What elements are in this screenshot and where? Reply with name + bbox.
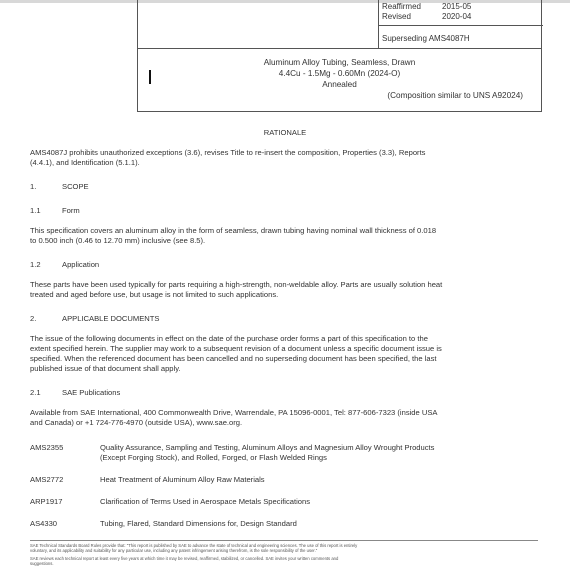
section-number: 1.2 xyxy=(30,260,41,269)
section-1-1-line-1: This specification covers an aluminum alloy in the form of seamless, drawn tubing having nominal wall thickness of 0.018 xyxy=(30,226,437,235)
reaffirmed-label: Reaffirmed xyxy=(382,2,421,11)
reference-code: ARP1917 xyxy=(30,497,63,506)
reference-code: AMS2772 xyxy=(30,475,64,484)
header-separator xyxy=(378,25,543,26)
reaffirmed-value: 2015-05 xyxy=(442,2,472,11)
revised-row xyxy=(382,12,471,21)
reaffirmed-row xyxy=(382,2,471,11)
section-title: APPLICABLE DOCUMENTS xyxy=(62,314,160,323)
section-1-2-heading xyxy=(30,260,99,270)
section-2-line-3: specified. When the referenced document has been cancelled and no superseding document has been specified, the last xyxy=(30,354,437,363)
revised-label: Revised xyxy=(382,12,411,21)
section-2-line-2: extent specified herein. The supplier may work to a subsequent revision of a document unless a specific document issue is xyxy=(30,344,442,353)
rationale-line-1: AMS4087J prohibits unauthorized exceptions (3.6), revises Title to re-insert the composition, Properties (3.3), Reports xyxy=(30,148,426,157)
document-header xyxy=(137,0,542,112)
section-1-2-line-2: treated and aged before use, but usage is not limited to such applications. xyxy=(30,290,279,299)
section-number: 1.1 xyxy=(30,206,41,215)
footer-line-1: SAE Technical Standards Board Rules provide that: "This report is published by SAE to advance the state of technical and engineering sciences. The use of this report is entirely xyxy=(30,543,358,548)
section-number: 2.1 xyxy=(30,388,41,397)
doc-title-line-3: Annealed xyxy=(322,80,357,89)
revised-value: 2020-04 xyxy=(442,12,472,21)
reference-code: AMS2355 xyxy=(30,443,64,452)
section-title: SAE Publications xyxy=(62,388,121,397)
header-dates-block xyxy=(138,0,541,49)
section-2-1-heading xyxy=(30,388,120,398)
footer-line-3: SAE reviews each technical report at least every five years at which time it may be revised, reaffirmed, stabilized, or cancelled. SAE invites your written comments and xyxy=(30,556,339,561)
section-1-2-line-1: These parts have been used typically for parts requiring a high-strength, non-weldable alloy. Parts are usually solution heat xyxy=(30,280,443,289)
section-2-line-1: The issue of the following documents in effect on the date of the purchase order forms a part of this specification to the xyxy=(30,334,428,343)
reference-description: Heat Treatment of Aluminum Alloy Raw Materials xyxy=(100,475,265,484)
footer-rule xyxy=(30,540,538,541)
section-1-1-heading xyxy=(30,206,80,216)
header-divider xyxy=(378,0,379,48)
reference-code: AS4330 xyxy=(30,519,58,528)
reference-description: Quality Assurance, Sampling and Testing, Aluminum Alloys and Magnesium Alloy Wrought Products xyxy=(100,443,435,452)
footer-line-2: voluntary, and its applicability and suitability for any particular use, including any patent infringement arising therefrom, is the sole responsibility of the user." xyxy=(30,548,318,553)
section-number: 1. xyxy=(30,182,37,191)
section-2-1-line-1: Available from SAE International, 400 Commonwealth Drive, Warrendale, PA 15096-0001, Tel: 877-606-7323 (inside USA xyxy=(30,408,438,417)
superseding-note: Superseding AMS4087H xyxy=(382,34,470,43)
section-1-1-line-2: to 0.500 inch (0.46 to 12.70 mm) inclusive (see 8.5). xyxy=(30,236,206,245)
section-title: Form xyxy=(62,206,80,215)
section-2-1-line-2: and Canada) or +1 724-776-4970 (outside USA), www.sae.org. xyxy=(30,418,243,427)
section-1-heading xyxy=(30,182,89,192)
rationale-heading: RATIONALE xyxy=(263,128,307,137)
section-2-heading xyxy=(30,314,159,324)
reference-description-cont: (Except Forging Stock), and Rolled, Forged, or Flash Welded Rings xyxy=(100,453,327,462)
doc-title-line-2: 4.4Cu - 1.5Mg - 0.60Mn (2024-O) xyxy=(278,69,401,78)
section-title: SCOPE xyxy=(62,182,89,191)
footer-line-4: suggestions. xyxy=(30,561,54,566)
section-number: 2. xyxy=(30,314,37,323)
reference-description: Clarification of Terms Used in Aerospace Metals Specifications xyxy=(100,497,311,506)
doc-title-line-1: Aluminum Alloy Tubing, Seamless, Drawn xyxy=(263,58,416,67)
title-block xyxy=(138,48,541,111)
doc-title-line-4: (Composition similar to UNS A92024) xyxy=(387,91,523,100)
rationale-line-2: (4.4.1), and Identification (5.1.1). xyxy=(30,158,140,167)
section-title: Application xyxy=(62,260,100,269)
reference-description: Tubing, Flared, Standard Dimensions for, Design Standard xyxy=(100,519,297,528)
section-2-line-4: published issue of that document shall apply. xyxy=(30,364,181,373)
